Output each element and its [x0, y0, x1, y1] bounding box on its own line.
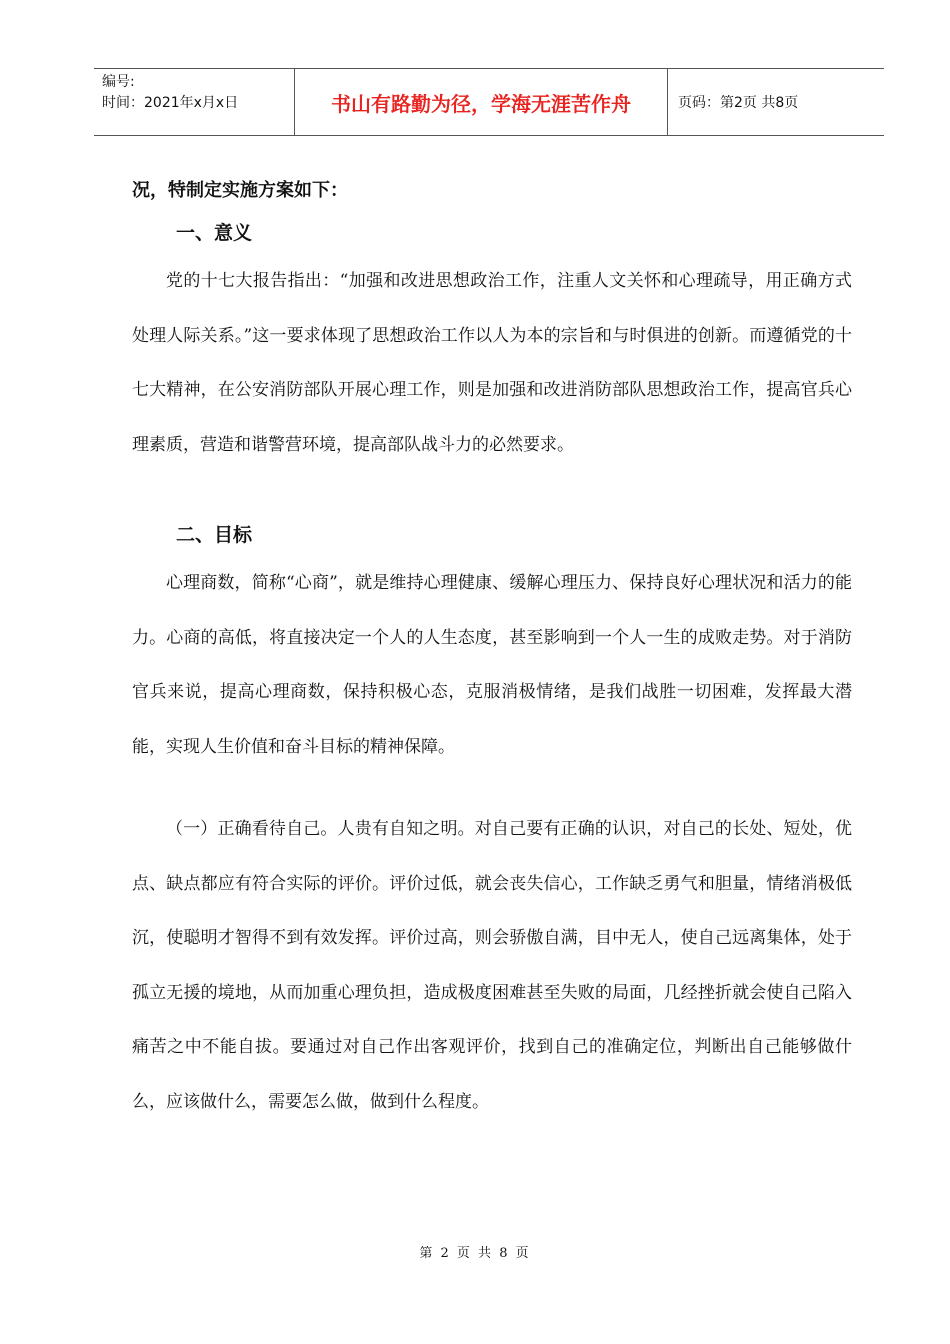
page-footer: 第 2 页 共 8 页 [419, 1246, 531, 1261]
section-heading-significance: 一、意义 [176, 222, 253, 244]
section-heading-goals: 二、目标 [176, 524, 253, 546]
spacer [132, 472, 852, 514]
paragraph-goals: 心理商数，简称“心商”，就是维持心理健康、缓解心理压力、保持良好心理状况和活力的能力。心商的高低，将直接决定一个人的人生态度，甚至影响到一个人一生的成败走势。对于消防官兵来说，提高心理商数，保持积极心态，克服消极情绪，是我们战胜一切困难，发挥最大潜能，实现人生价值和奋斗目标的精神保障。 [132, 573, 852, 757]
paragraph-significance: 党的十七大报告指出：“加强和改进思想政治工作，注重人文关怀和心理疏导，用正确方式处理人际关系。”这一要求体现了思想政治工作以人为本的宗旨和与时俱进的创新。而遵循党的十七大精神，在公安消防部队开展心理工作，则是加强和改进消防部队思想政治工作，提高官兵心理素质，营造和谐警营环境，提高部队战斗力的必然要求。 [132, 271, 852, 455]
header-motto-cell [295, 69, 668, 135]
header-page-info: 页码：第2页 共8页 [678, 95, 799, 111]
paragraph-self-assessment: （一）正确看待自己。人贵有自知之明。对自己要有正确的认识，对自己的长处、短处，优点、缺点都应有符合实际的评价。评价过低，就会丧失信心，工作缺乏勇气和胆量，情绪消极低沉，使聪明才智得不到有效发挥。评价过高，则会骄傲自满，目中无人，使自己远离集体，处于孤立无援的境地，从而加重心理负担，造成极度困难甚至失败的局面，几经挫折就会使自己陷入痛苦之中不能自拔。要通过对自己作出客观评价，找到自己的准确定位，判断出自己能够做什么，应该做什么，需要怎么做，做到什么程度。 [132, 819, 852, 1112]
time-label: 时间：2021年x月x日 [102, 95, 239, 111]
number-label: 编号: [102, 74, 135, 90]
header-page-info-cell [668, 69, 884, 135]
page-header [94, 68, 884, 136]
lead-text: 况，特制定实施方案如下： [132, 180, 348, 201]
header-motto: 书山有路勤为径，学海无涯苦作舟 [331, 91, 631, 116]
spacer [132, 774, 852, 802]
document-body [132, 170, 852, 1129]
header-meta [94, 69, 295, 135]
